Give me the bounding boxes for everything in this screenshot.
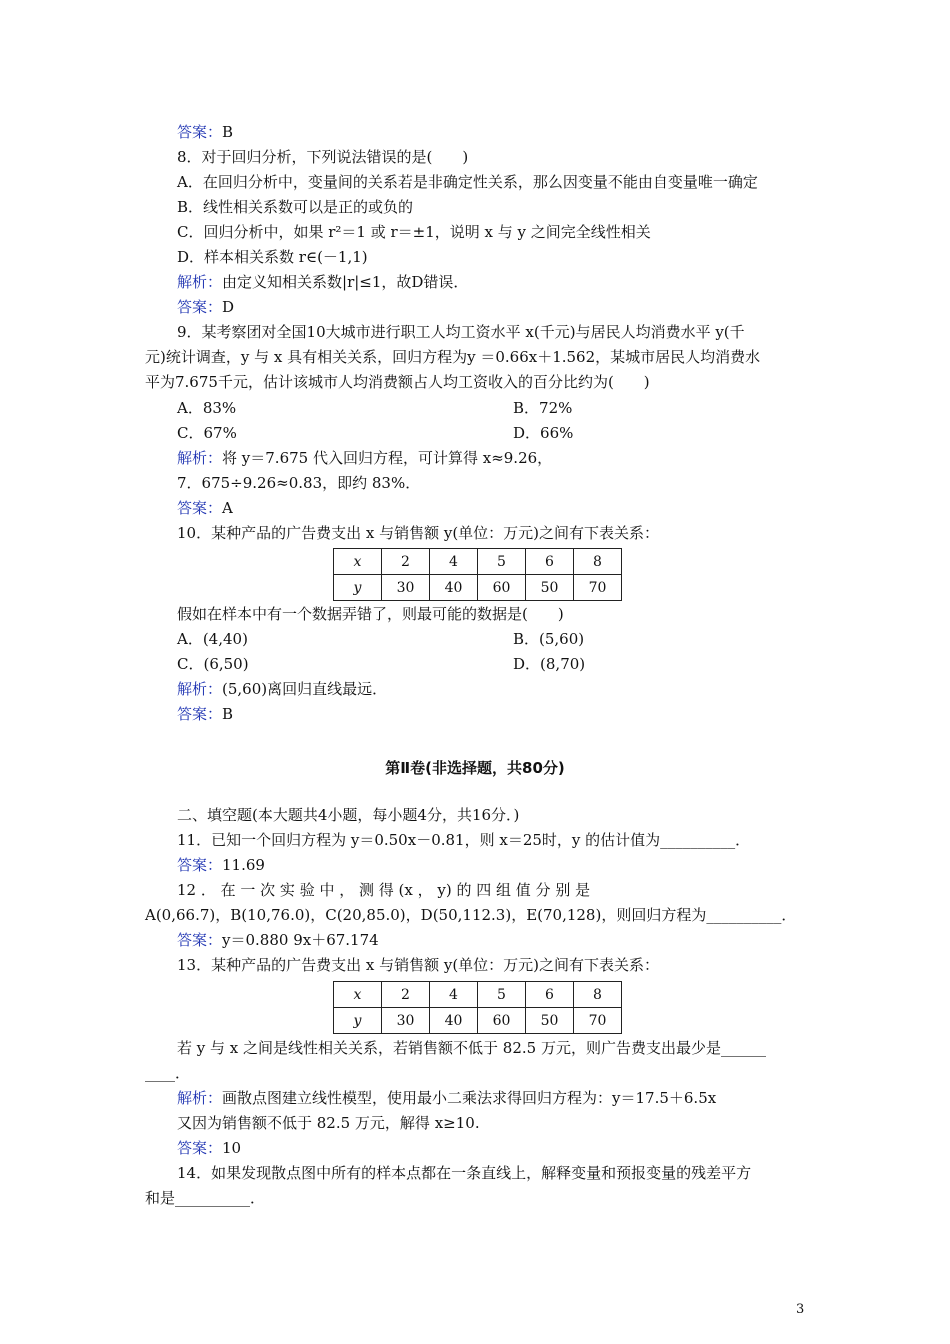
solution-13-line2: 又因为销售额不低于 82.5 万元，解得 x≥10.: [177, 1114, 480, 1132]
table-cell: 4: [430, 982, 478, 1008]
question-10: 10．某种产品的广告费支出 x 与销售额 y(单位：万元)之间有下表关系：: [177, 524, 660, 542]
table-cell: 2: [382, 549, 430, 575]
question-8: 8．对于回归分析，下列说法错误的是( ): [177, 148, 469, 166]
answer-12: 答案：y＝0.880 9x＋67.174: [177, 931, 379, 949]
question-14: 14．如果发现散点图中所有的样本点都在一条直线上，解释变量和预报变量的残差平方: [177, 1164, 752, 1182]
section-title: 第Ⅱ卷(非选择题，共80分): [385, 759, 565, 777]
solution-9: 解析：将 y＝7.675 代入回归方程，可计算得 x≈9.26，: [177, 449, 553, 467]
table-cell: 30: [382, 1008, 430, 1034]
table-row: [334, 1008, 622, 1034]
data-table-q10: [333, 548, 622, 601]
option-8c: C．回归分析中，如果 r²＝1 或 r＝±1，说明 x 与 y 之间完全线性相关: [177, 223, 651, 241]
option-10a: A．(4,40): [177, 630, 248, 648]
option-9c: C．67%: [177, 424, 237, 442]
table-row: [334, 982, 622, 1008]
option-10c: C．(6,50): [177, 655, 249, 673]
table-cell: 60: [478, 1008, 526, 1034]
answer-7: 答案：B: [177, 123, 234, 141]
question-9-line2: 元)统计调查，y 与 x 具有相关关系，回归方程为y ＝0.66x＋1.562，某城市居民人均消费水: [145, 348, 761, 366]
table-cell: 40: [430, 575, 478, 601]
option-10d: D．(8,70): [513, 655, 586, 673]
solution-9-line2: 7．675÷9.26≈0.83，即约 83%．: [177, 474, 421, 492]
table-cell: 6: [526, 549, 574, 575]
question-13: 13．某种产品的广告费支出 x 与销售额 y(单位：万元)之间有下表关系：: [177, 956, 660, 974]
table-cell: 6: [526, 982, 574, 1008]
table-cell: 50: [526, 1008, 574, 1034]
data-table-q13: [333, 981, 622, 1034]
table-header-y: y: [334, 1008, 382, 1034]
table-cell: 40: [430, 1008, 478, 1034]
solution-10: 解析：(5,60)离回归直线最远．: [177, 680, 388, 698]
option-9b: B．72%: [513, 399, 573, 417]
section-instructions: 二、填空题(本大题共4小题，每小题4分，共16分．): [177, 806, 520, 824]
option-8a: A．在回归分析中，变量间的关系若是非确定性关系，那么因变量不能由自变量唯一确定: [177, 173, 758, 191]
option-9a: A．83%: [177, 399, 237, 417]
table-cell: 8: [574, 549, 622, 575]
answer-13: 答案：10: [177, 1139, 242, 1157]
table-cell: 50: [526, 575, 574, 601]
table-cell: 4: [430, 549, 478, 575]
table-header-x: x: [334, 549, 382, 575]
table-cell: 70: [574, 1008, 622, 1034]
table-header-y: y: [334, 575, 382, 601]
option-10b: B．(5,60): [513, 630, 585, 648]
question-13-line3: ____．: [145, 1064, 191, 1082]
question-10-line2: 假如在样本中有一个数据弄错了，则最可能的数据是( ): [177, 605, 564, 623]
option-8b: B．线性相关系数可以是正的或负的: [177, 198, 414, 216]
question-12-line2: A(0,66.7)，B(10,76.0)，C(20,85.0)，D(50,112.3)，E(70,128)，则回归方程为__________．: [145, 906, 797, 924]
question-14-line2: 和是__________．: [145, 1189, 266, 1207]
table-cell: 8: [574, 982, 622, 1008]
answer-8: 答案：D: [177, 298, 235, 316]
table-cell: 70: [574, 575, 622, 601]
option-9d: D．66%: [513, 424, 574, 442]
question-9-line3: 平为7.675千元，估计该城市人均消费额占人均工资收入的百分比约为( ): [145, 373, 650, 391]
solution-8: 解析：由定义知相关系数|r|≤1，故D错误．: [177, 273, 469, 291]
question-13-line2: 若 y 与 x 之间是线性相关关系，若销售额不低于 82.5 万元，则广告费支出最少是______: [177, 1039, 766, 1057]
table-cell: 30: [382, 575, 430, 601]
table-cell: 5: [478, 982, 526, 1008]
answer-9: 答案：A: [177, 499, 233, 517]
table-row: [334, 575, 622, 601]
option-8d: D．样本相关系数 r∈(－1,1): [177, 248, 368, 266]
answer-11: 答案：11.69: [177, 856, 265, 874]
table-cell: 2: [382, 982, 430, 1008]
answer-10: 答案：B: [177, 705, 234, 723]
table-cell: 60: [478, 575, 526, 601]
question-12-line1: 12 ． 在 一 次 实 验 中 ， 测 得 (x ， y) 的 四 组 值 分 别 是: [177, 881, 591, 899]
solution-13: 解析：画散点图建立线性模型，使用最小二乘法求得回归方程为：y＝17.5＋6.5x: [177, 1089, 717, 1107]
table-cell: 5: [478, 549, 526, 575]
page-number: 3: [796, 1302, 805, 1317]
table-row: [334, 549, 622, 575]
table-header-x: x: [334, 982, 382, 1008]
question-9-line1: 9．某考察团对全国10大城市进行职工人均工资水平 x(千元)与居民人均消费水平 y(千: [177, 323, 745, 341]
question-11: 11．已知一个回归方程为 y＝0.50x－0.81，则 x＝25时，y 的估计值为__________．: [177, 831, 751, 849]
